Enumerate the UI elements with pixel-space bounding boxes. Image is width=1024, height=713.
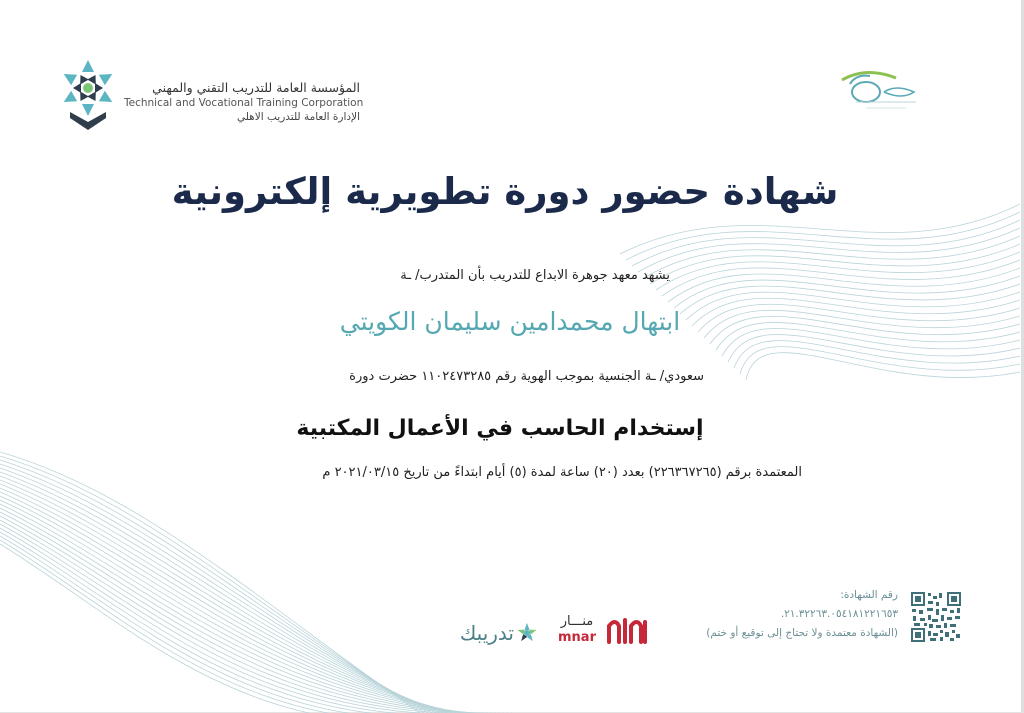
mnar-label-arabic: منـــار [560,614,594,629]
wave-line [0,524,492,713]
mnar-mark-icon [605,612,649,648]
cert-note: (الشهادة معتمدة ولا تحتاج إلى توقيع أو ختم) [706,627,898,639]
wave-line [0,536,504,713]
wave-line [0,504,472,713]
org-department: الإدارة العامة للتدريب الاهلي [236,111,360,123]
certificate-title: شهادة حضور دورة تطويرية إلكترونية [171,170,839,213]
course-name: إستخدام الحاسب في الأعمال المكتبية [296,416,704,441]
org-name-english: Technical and Vocational Training Corporation [124,97,364,109]
wave-line [0,476,444,713]
wave-line [0,492,460,713]
tadreeb-logo [430,618,540,650]
wave-line [674,276,1020,308]
wave-line [0,508,476,713]
institute-logo-icon [836,62,928,118]
wave-line [734,341,1020,368]
nationality-line: سعودي/ ـة الجنسية بموجب الهوية رقم ١١٠٢٤٧٣٢٨٥ حضرت دورة [349,369,704,384]
wave-line [632,220,1020,266]
wave-line [0,512,480,713]
org-name-arabic: المؤسسة العامة للتدريب التقني والمهني [152,80,360,95]
wave-line [626,212,1020,260]
left-wave-lines [0,452,512,713]
mnar-label-english: mnar [558,630,596,645]
tvtc-star-logo-icon [56,56,120,132]
trainee-name: ابتهال محمدامين سليمان الكويتي [339,307,681,336]
tadreeb-label: تدريبك [459,621,514,645]
tvtc-org-name [124,80,364,125]
wave-line [0,528,496,713]
wave-line [740,347,1020,374]
right-wave-lines [620,204,1020,380]
wave-line [650,244,1020,284]
wave-line [0,484,452,713]
course-details: المعتمدة برقم (٢٢٦٣٦٧٢٦٥) بعدد (٢٠) ساعة لمدة (٥) أيام ابتداءً من تاريخ ٢٠٢١/٠٣/١٥ م [322,465,802,480]
qr-code-icon[interactable] [910,591,962,643]
wave-line [728,335,1020,362]
wave-line [638,228,1020,272]
cert-number: ٢١.٣٢٢٦٣.٠٥٤١٨١٢٢١٦٥٣. [780,608,898,620]
wave-line [0,480,448,713]
certificate-intro: يشهد معهد جوهرة الابداع للتدريب بأن المتدرب/ ـة [400,268,670,283]
cert-number-label: رقم الشهادة: [840,589,898,601]
mnar-logo [555,612,655,648]
wave-line [0,488,456,713]
wave-line [0,516,484,713]
tadreeb-star-icon [516,622,538,644]
wave-line [656,252,1020,290]
